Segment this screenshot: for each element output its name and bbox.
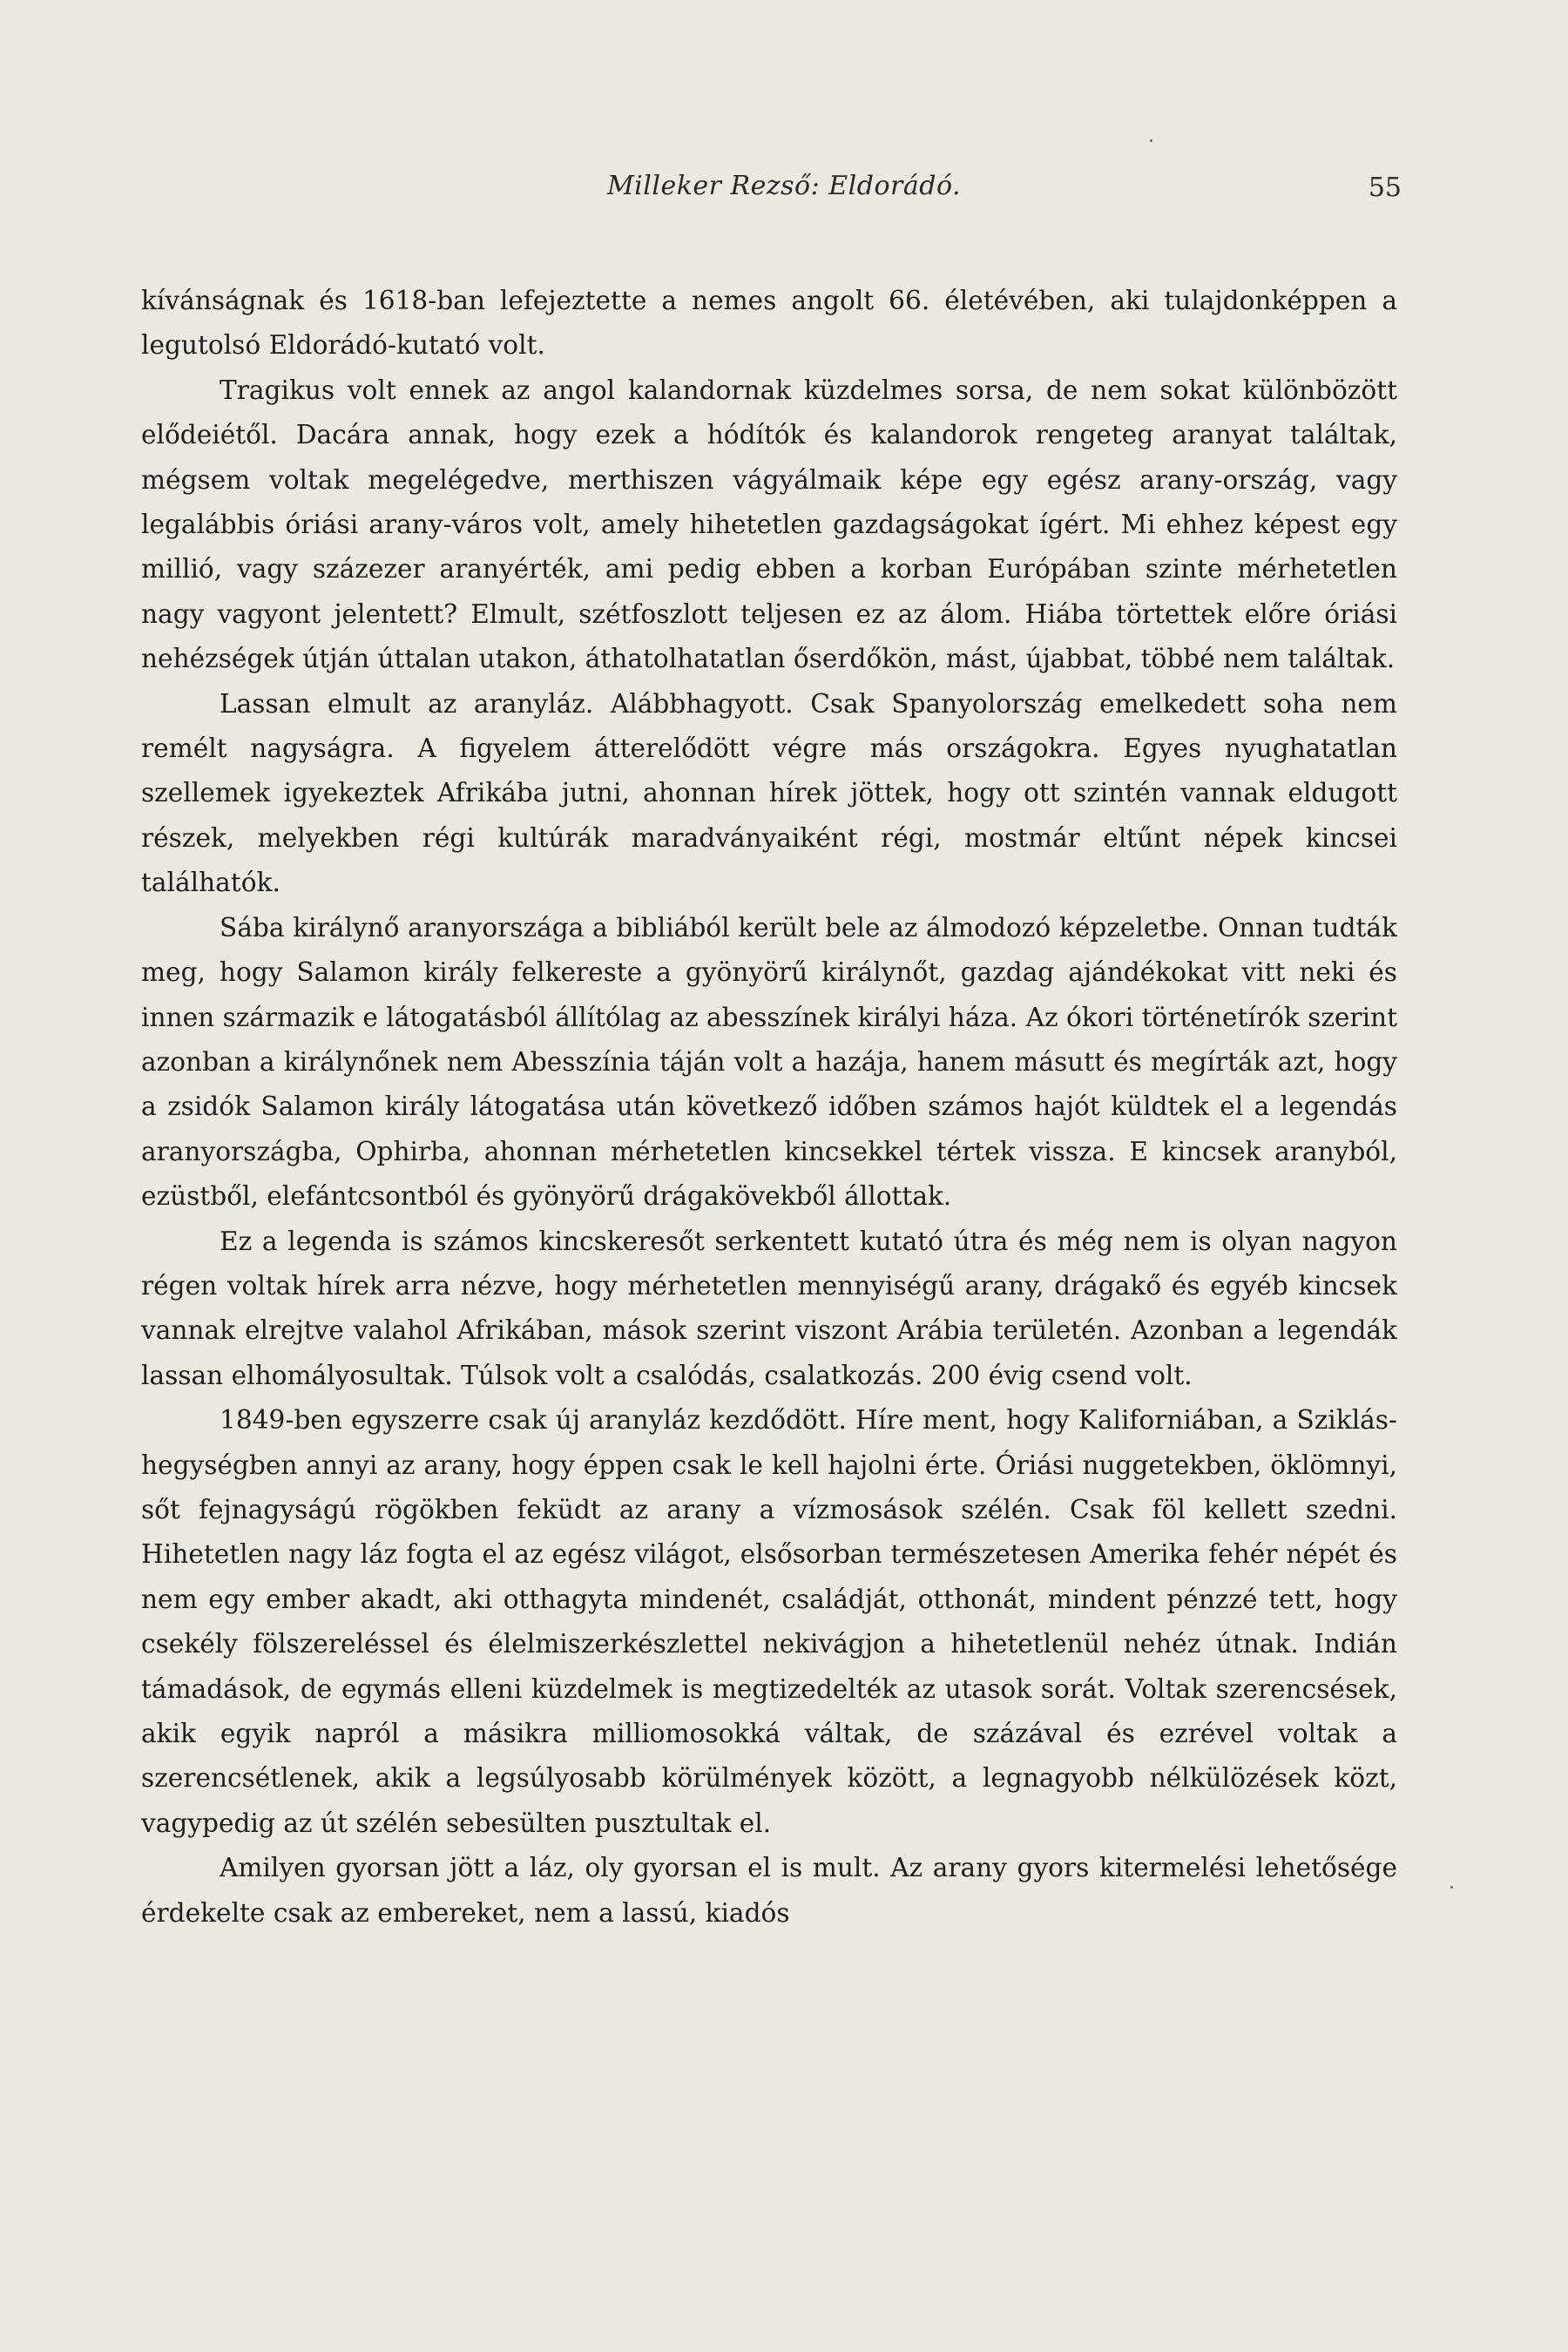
page-number: 55	[1368, 172, 1402, 203]
paragraph: 1849-ben egyszerre csak új aranyláz kezdődött. Híre ment, hogy Kaliforniában, a Sziklás-hegységben annyi az arany, hogy éppen csak le kell hajolni érte. Óriási nuggetekben, öklömnyi, sőt fejnagyságú rögökben feküdt az arany a vízmosások szélén. Csak föl kellett szedni. Hihetetlen nagy láz fogta el az egész világot, elsősorban természetesen Amerika fehér népét és nem egy ember akadt, aki otthagyta mindenét, családját, otthonát, mindent pénzzé tett, hogy csekély fölszereléssel és élelmiszerkészlettel nekivágjon a hihetetlenül nehéz útnak. Indián támadások, de egymás elleni küzdelmek is megtizedelték az utasok sorát. Voltak szerencsések, akik egyik napról a másikra milliomosokká váltak, de százával és ezrével voltak a szerencsétlenek, akik a legsúlyosabb körülmények között, a legnagyobb nélkülözések közt, vagypedig az út szélén sebesülten pusztultak el.	[141, 1405, 1397, 1838]
paragraph: kívánságnak és 1618-ban lefejeztette a nemes angolt 66. életévében, aki tulajdonképpen a legutolsó Eldorádó-kutató volt.	[141, 286, 1397, 361]
paper-speck	[1150, 139, 1152, 142]
running-title: Milleker Rezső: Eldorádó.	[606, 171, 962, 201]
paper-speck	[1450, 1886, 1453, 1889]
body-text	[141, 279, 1397, 1936]
paragraph: Tragikus volt ennek az angol kalandornak küzdelmes sorsa, de nem sokat különbözött elődeiétől. Dacára annak, hogy ezek a hódítók és kalandorok rengeteg aranyat találtak, mégsem voltak megelégedve, merthiszen vágyálmaik képe egy egész arany-ország, vagy legalábbis óriási arany-város volt, amely hihetetlen gazdagságokat ígért. Mi ehhez képest egy millió, vagy százezer aranyérték, ami pedig ebben a korban Európában szinte mérhetetlen nagy vagyont jelentett? Elmult, szétfoszlott teljesen ez az álom. Hiába törtettek előre óriási nehézségek útján úttalan utakon, áthatolhatatlan őserdőkön, mást, újabbat, többé nem találtak.	[141, 375, 1397, 674]
paragraph: Sába királynő aranyországa a bibliából került bele az álmodozó képzeletbe. Onnan tudták meg, hogy Salamon király felkereste a gyönyörű királynőt, gazdag ajándékokat vitt neki és innen származik e látogatásból állítólag az abesszínek királyi háza. Az ókori történetírók szerint azonban a királynőnek nem Abesszínia táján volt a hazája, hanem másutt és megírták azt, hogy a zsidók Salamon király látogatása után következő időben számos hajót küldtek el a legendás aranyországba, Ophirba, ahonnan mérhetetlen kincsekkel tértek vissza. E kincsek aranyból, ezüstből, elefántcsontból és gyönyörű drágakövekből állottak.	[141, 912, 1397, 1212]
paragraph: Ez a legenda is számos kincskeresőt serkentett kutató útra és még nem is olyan nagyon régen voltak hírek arra nézve, hogy mérhetetlen mennyiségű arany, drágakő és egyéb kincsek vannak elrejtve valahol Afrikában, mások szerint viszont Arábia területén. Azonban a legendák lassan elhomályosultak. Túlsok volt a csalódás, csalatkozás. 200 évig csend volt.	[141, 1226, 1397, 1390]
paragraph: Lassan elmult az aranyláz. Alábbhagyott. Csak Spanyolország emelkedett soha nem remélt nagyságra. A figyelem átterelődött végre más országokra. Egyes nyughatatlan szellemek igyekeztek Afrikába jutni, ahonnan hírek jöttek, hogy ott szintén vannak eldugott részek, melyekben régi kultúrák maradványaiként régi, mostmár eltűnt népek kincsei találhatók.	[141, 688, 1397, 898]
running-head	[0, 171, 1568, 214]
paragraph: Amilyen gyorsan jött a láz, oly gyorsan el is mult. Az arany gyors kitermelési lehetősége érdekelte csak az embereket, nem a lassú, kiadós	[141, 1853, 1397, 1928]
